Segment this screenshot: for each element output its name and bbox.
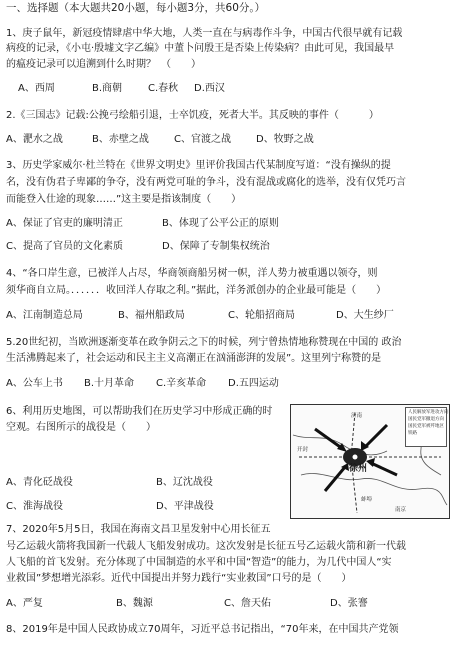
- q3-option-c[interactable]: C、提高了官员的文化素质: [6, 241, 123, 252]
- q5-option-a[interactable]: A、公车上书: [6, 378, 63, 389]
- legend-item: 国民党军被歼地区: [408, 424, 444, 429]
- map-city-nanjing: 南京: [395, 507, 407, 513]
- q5-options: [6, 377, 455, 390]
- q6-line-1: 6、利用历史地图，可以帮助我们在历史学习中形成正确的时: [6, 406, 273, 417]
- q6-options-row1: [6, 476, 286, 489]
- q2-option-b[interactable]: B、赤壁之战: [92, 134, 149, 145]
- q4-option-d[interactable]: D、大生纱厂: [336, 310, 394, 321]
- q7-line-4: 业救国”梦想增光添彩。近代中国提出并努力践行“实业救国”口号的是（ ）: [6, 573, 352, 584]
- q3-line-2: 名，没有伪君子卑鄙的争夺，没有两党可耻的争斗，没有混战或腐化的选举，没有仅凭巧言: [6, 177, 406, 188]
- q7-line-1: 7、2020年5月5日，我国在海南文昌卫星发射中心用长征五: [6, 524, 271, 535]
- q4-option-b[interactable]: B、福州船政局: [118, 310, 185, 321]
- q5-line-1: 5.20世纪初，当欧洲逐渐变革在政争阴云之下的时候，列宁曾热情地称赞现在中国的 政治: [6, 337, 402, 348]
- q5-option-c[interactable]: C.辛亥革命: [156, 378, 207, 389]
- q2-option-d[interactable]: D、牧野之战: [256, 134, 314, 145]
- q4-line-1: 4、“各口岸生意，已被洋人占尽，华商领商船另树一帜，洋人势力被重遇以领夺，则: [6, 268, 378, 279]
- q7-option-a[interactable]: A、严复: [6, 598, 43, 609]
- q7-options: [6, 597, 455, 610]
- legend-item: 人民解放军进攻方向: [408, 410, 449, 415]
- q6-line-2: 空观。右图所示的战役是（ ）: [6, 422, 156, 433]
- q4-option-c[interactable]: C、轮船招商局: [228, 310, 295, 321]
- q1-option-d[interactable]: D.西汉: [194, 83, 225, 94]
- map-city-xuzhou: 徐州: [349, 464, 368, 474]
- q1-option-b[interactable]: B.商朝: [92, 83, 123, 94]
- q6-option-c[interactable]: C、淮海战役: [6, 501, 63, 512]
- q5-option-b[interactable]: B.十月革命: [84, 378, 135, 389]
- q3-line-1: 3、历史学家威尔·杜兰特在《世界文明史》里评价我国古代某制度写道：“没有操纵的提: [6, 160, 391, 171]
- q6-option-b[interactable]: B、辽沈战役: [156, 477, 213, 488]
- map-city-bengbu: 蚌埠: [361, 497, 373, 503]
- q7-line-3: 人飞船的首飞发射。充分体现了中国制造的水平和中国“智造”的能力，为几代中国人“实: [6, 557, 392, 568]
- q1-option-c[interactable]: C.春秋: [148, 83, 179, 94]
- q5-line-2: 生活沸腾起来了，社会运动和民主主义高潮正在汹涌澎湃的发展”。这里列宁称赞的是: [6, 353, 382, 364]
- q2-line-1: 2.《三国志》记载:公挽弓绘船引退，士卒饥疫，死者大半。其反映的事件（ ）: [6, 110, 379, 121]
- q6-options-row2: [6, 500, 286, 513]
- q1-option-a[interactable]: A、西周: [18, 83, 55, 94]
- q7-line-2: 号乙运载火箭将我国新一代载人飞船发射成功。这次发射是长征五号乙运载火箭和新一代载: [6, 541, 406, 552]
- q3-option-a[interactable]: A、保证了官吏的廉明清正: [6, 218, 123, 229]
- q3-option-b[interactable]: B、体现了公平公正的原则: [162, 218, 279, 229]
- map-legend: [405, 407, 447, 447]
- q1-line-2: 病疫的记录，《小屯·殷墟文字乙编》中董卜问殷王是否染上传染病？由此可见，我国最早: [6, 43, 395, 54]
- q3-options-row1: [6, 217, 455, 230]
- battle-map: [290, 404, 450, 519]
- section-header: 一、选择题（本大题共20小题，每小题3分，共60分。）: [6, 2, 266, 14]
- q1-options: [6, 82, 455, 95]
- legend-item: 国民党军撤退方向: [408, 417, 444, 422]
- q7-option-b[interactable]: B、魏源: [116, 598, 153, 609]
- map-city-jinan: 济南: [351, 413, 363, 419]
- q2-option-a[interactable]: A、淝水之战: [6, 134, 63, 145]
- q7-option-d[interactable]: D、张謇: [330, 598, 368, 609]
- q1-line-3: 的瘟疫记录可以追溯到什么时期？ （ ）: [6, 59, 201, 70]
- q3-option-d[interactable]: D、保障了专制集权统治: [162, 241, 270, 252]
- q7-option-c[interactable]: C、詹天佑: [224, 598, 271, 609]
- q5-option-d[interactable]: D.五四运动: [228, 378, 279, 389]
- q6-option-a[interactable]: A、青化砭战役: [6, 477, 73, 488]
- q3-line-3: 而能登入仕途的现象……”这主要是指该制度（ ）: [6, 194, 242, 205]
- q4-options: [6, 309, 455, 322]
- legend-item: 铁路: [408, 431, 417, 436]
- q3-options-row2: [6, 240, 455, 253]
- q8-line-1: 8、2019年是中国人民政协成立70周年，习近平总书记指出，“70年来，在中国共产党领: [6, 624, 399, 635]
- q6-option-d[interactable]: D、平津战役: [156, 501, 214, 512]
- q4-line-2: 须华商自立局。．．．．．．收回洋人存取之利。”据此，洋务派创办的企业最可能是（ ）: [6, 285, 387, 296]
- q2-option-c[interactable]: C、官渡之战: [174, 134, 231, 145]
- map-city-kaifeng: 开封: [297, 447, 309, 453]
- q2-options: [6, 133, 455, 146]
- q1-line-1: 1、庚子鼠年，新冠疫情肆虐中华大地，人类一直在与病毒作斗争，中国古代很早就有记载: [6, 28, 403, 39]
- q4-option-a[interactable]: A、江南制造总局: [6, 310, 83, 321]
